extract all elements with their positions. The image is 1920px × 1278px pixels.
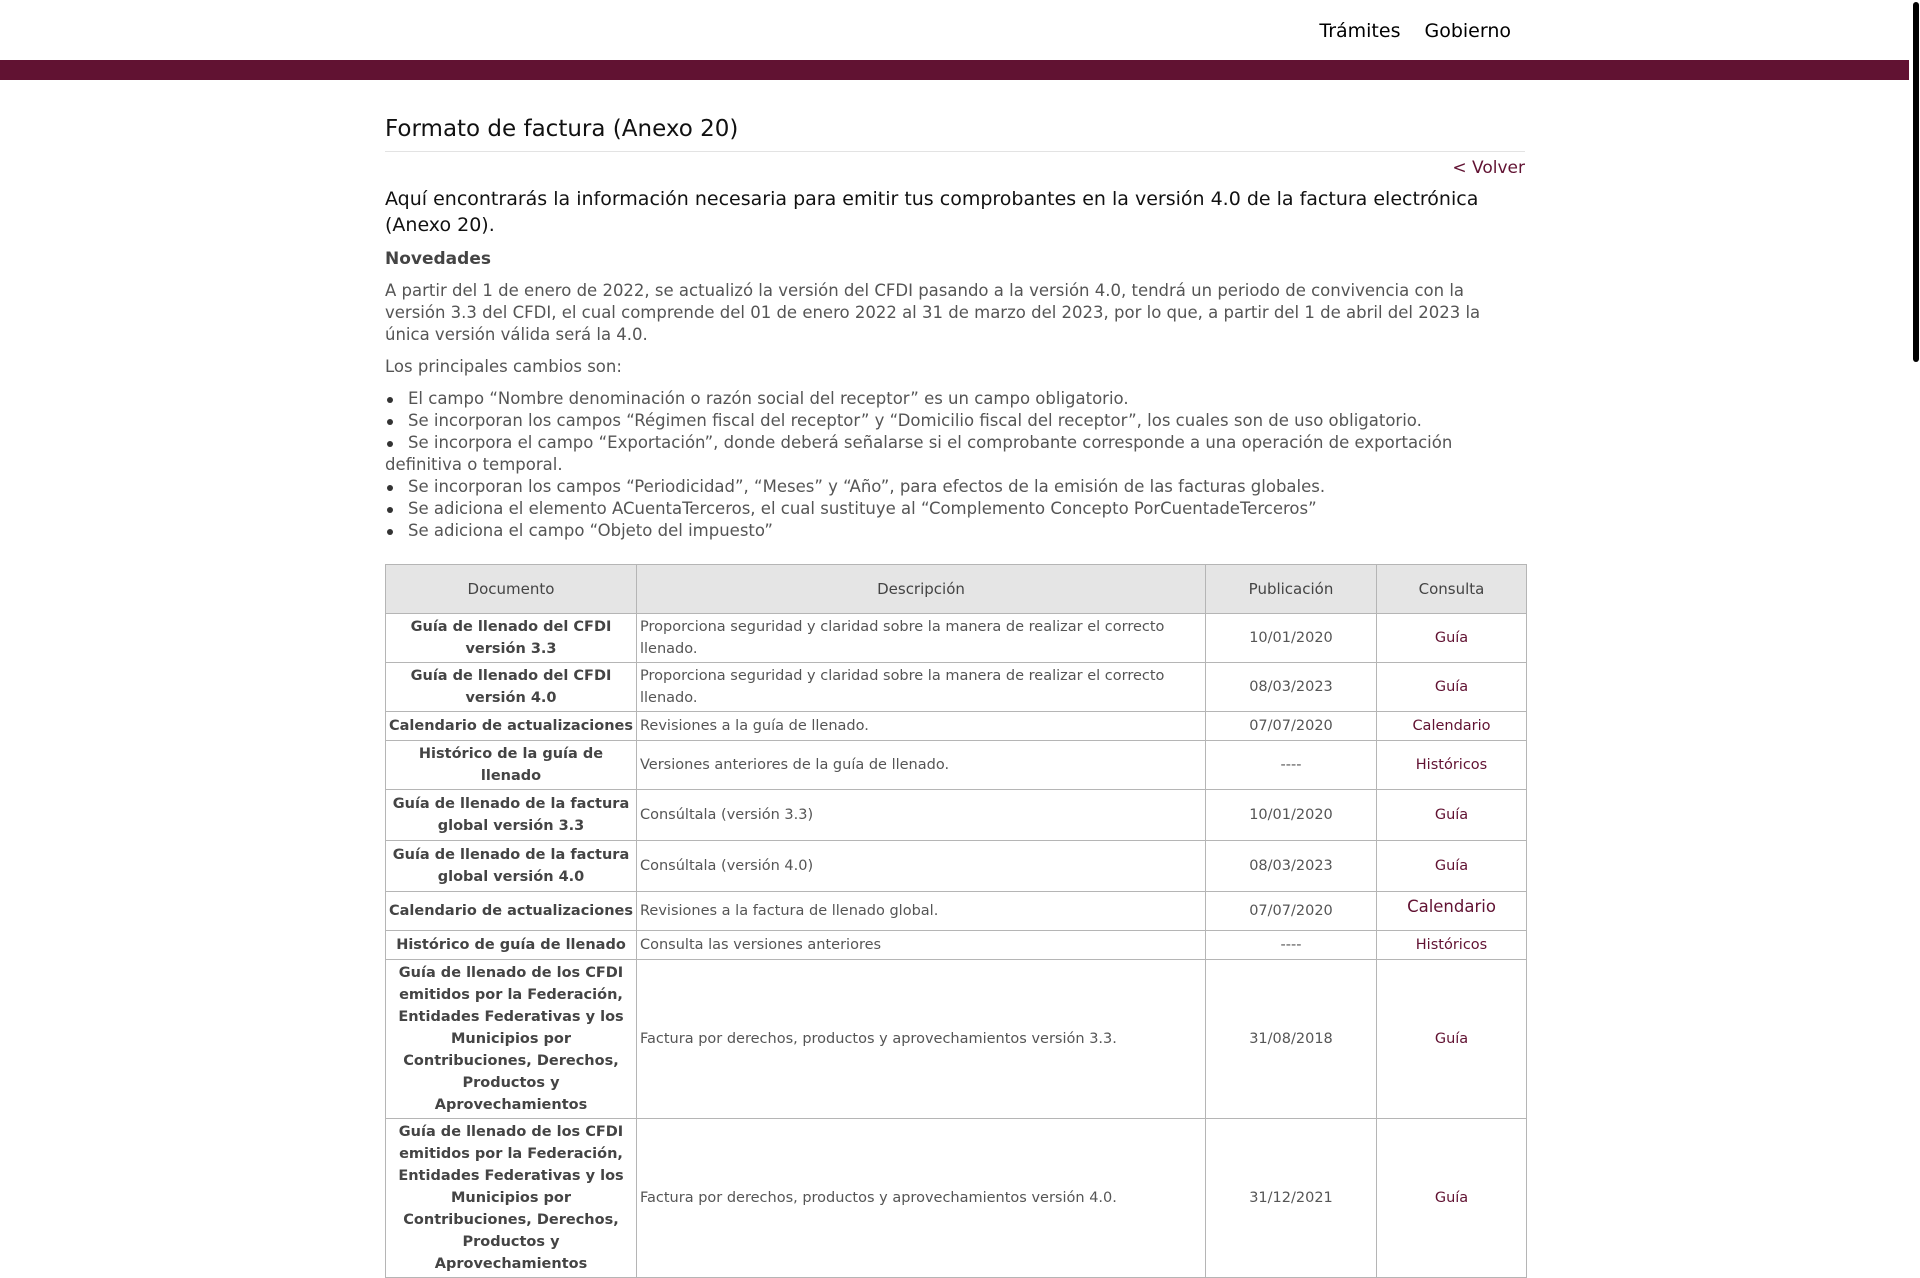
- nav-link-tramites[interactable]: Trámites: [1319, 20, 1401, 42]
- cell-consult: [1377, 841, 1527, 892]
- bullet-icon: [387, 397, 393, 403]
- list-item-text: El campo “Nombre denominación o razón social del receptor” es un campo obligatorio.: [408, 389, 1129, 408]
- cell-consult: [1377, 960, 1527, 1119]
- list-item: [385, 410, 1525, 432]
- column-header-document: Documento: [386, 565, 637, 614]
- cell-consult: [1377, 931, 1527, 960]
- cell-consult: [1377, 1119, 1527, 1278]
- scrollbar[interactable]: [1909, 0, 1920, 1080]
- column-header-consult: Consulta: [1377, 565, 1527, 614]
- cell-document: Guía de llenado del CFDI versión 4.0: [386, 663, 637, 712]
- cell-document: Guía de llenado de la factura global versión 3.3: [386, 790, 637, 841]
- consult-link[interactable]: Guía: [1434, 1190, 1469, 1206]
- back-link[interactable]: < Volver: [1452, 158, 1525, 178]
- cell-publication: 07/07/2020: [1206, 892, 1377, 931]
- table-row: [386, 790, 1527, 841]
- cell-publication: 31/12/2021: [1206, 1119, 1377, 1278]
- cell-description: Consulta las versiones anteriores: [637, 931, 1206, 960]
- cell-publication: 07/07/2020: [1206, 712, 1377, 741]
- list-item-text: Se incorpora el campo “Exportación”, donde deberá señalarse si el comprobante corresponde a una operación de exportación definitiva o temporal.: [385, 433, 1453, 474]
- list-item: [385, 432, 1525, 476]
- table-row: [386, 1119, 1527, 1278]
- list-item-text: Se adiciona el elemento ACuentaTerceros, el cual sustituye al “Complemento Concepto PorCuentadeTerceros”: [408, 499, 1317, 518]
- cell-consult: [1377, 741, 1527, 790]
- consult-link[interactable]: Guía: [1434, 630, 1469, 646]
- intro-text: Aquí encontrarás la información necesaria para emitir tus comprobantes en la versión 4.0 de la factura electrónica (Anexo 20).: [385, 188, 1479, 236]
- changes-intro: Los principales cambios son:: [385, 357, 622, 376]
- consult-link[interactable]: Calendario: [1407, 896, 1496, 916]
- cell-publication: 31/08/2018: [1206, 960, 1377, 1119]
- cell-description: Consúltala (versión 3.3): [637, 790, 1206, 841]
- consult-link[interactable]: Guía: [1434, 679, 1469, 695]
- cell-publication: ----: [1206, 931, 1377, 960]
- cell-description: Versiones anteriores de la guía de llenado.: [637, 741, 1206, 790]
- cell-publication: 10/01/2020: [1206, 614, 1377, 663]
- table-row: [386, 892, 1527, 931]
- consult-link[interactable]: Guía: [1434, 858, 1469, 874]
- column-header-publication: Publicación: [1206, 565, 1377, 614]
- nav-link-gobierno[interactable]: Gobierno: [1424, 20, 1511, 42]
- cell-description: Factura por derechos, productos y aprovechamientos versión 4.0.: [637, 1119, 1206, 1278]
- consult-link[interactable]: Históricos: [1415, 937, 1488, 953]
- cell-document: Guía de llenado de los CFDI emitidos por la Federación, Entidades Federativas y los Municipios por Contribuciones, Derechos, Productos y Aprovechamientos: [386, 1119, 637, 1278]
- cell-document: Guía de llenado de la factura global versión 4.0: [386, 841, 637, 892]
- top-nav-links: [1319, 20, 1511, 42]
- cell-publication: 10/01/2020: [1206, 790, 1377, 841]
- bullet-icon: [387, 529, 393, 535]
- list-item: [385, 498, 1525, 520]
- consult-link[interactable]: Guía: [1434, 1031, 1469, 1047]
- cell-document: Guía de llenado de los CFDI emitidos por la Federación, Entidades Federativas y los Municipios por Contribuciones, Derechos, Productos y Aprovechamientos: [386, 960, 637, 1119]
- cell-publication: ----: [1206, 741, 1377, 790]
- documents-table: [385, 564, 1527, 1278]
- table-row: [386, 614, 1527, 663]
- cell-consult: [1377, 712, 1527, 741]
- cell-publication: 08/03/2023: [1206, 663, 1377, 712]
- back-row: [385, 158, 1525, 180]
- table-header-row: [386, 565, 1527, 614]
- cell-description: Revisiones a la guía de llenado.: [637, 712, 1206, 741]
- cell-description: Revisiones a la factura de llenado global.: [637, 892, 1206, 931]
- cell-description: Proporciona seguridad y claridad sobre la manera de realizar el correcto llenado.: [637, 614, 1206, 663]
- cell-consult: [1377, 614, 1527, 663]
- cell-document: Calendario de actualizaciones: [386, 892, 637, 931]
- list-item-text: Se incorporan los campos “Régimen fiscal del receptor” y “Domicilio fiscal del receptor”, los cuales son de uso obligatorio.: [408, 411, 1422, 430]
- cell-publication: 08/03/2023: [1206, 841, 1377, 892]
- cell-consult: [1377, 790, 1527, 841]
- cell-document: Histórico de la guía de llenado: [386, 741, 637, 790]
- cell-description: Factura por derechos, productos y aprovechamientos versión 3.3.: [637, 960, 1206, 1119]
- table-row: [386, 712, 1527, 741]
- table-row: [386, 663, 1527, 712]
- bullet-icon: [387, 419, 393, 425]
- list-item: [385, 476, 1525, 498]
- cell-description: Proporciona seguridad y claridad sobre la manera de realizar el correcto llenado.: [637, 663, 1206, 712]
- scrollbar-thumb[interactable]: [1913, 2, 1919, 362]
- changes-list: [385, 388, 1525, 542]
- list-item: [385, 520, 1525, 542]
- main-content: [385, 100, 1525, 1278]
- list-item-text: Se adiciona el campo “Objeto del impuesto”: [408, 521, 773, 540]
- table-row: [386, 960, 1527, 1119]
- top-navigation: [0, 0, 1909, 60]
- page-title: Formato de factura (Anexo 20): [385, 115, 1525, 152]
- column-header-description: Descripción: [637, 565, 1206, 614]
- cell-document: Histórico de guía de llenado: [386, 931, 637, 960]
- brand-bar: [0, 60, 1909, 80]
- consult-link[interactable]: Guía: [1434, 807, 1469, 823]
- table-row: [386, 931, 1527, 960]
- cell-document: Guía de llenado del CFDI versión 3.3: [386, 614, 637, 663]
- list-item: [385, 388, 1525, 410]
- consult-link[interactable]: Históricos: [1415, 757, 1488, 773]
- bullet-icon: [387, 485, 393, 491]
- section-heading: Novedades: [385, 249, 491, 269]
- table-row: [386, 741, 1527, 790]
- bullet-icon: [387, 441, 393, 447]
- news-paragraph: A partir del 1 de enero de 2022, se actualizó la versión del CFDI pasando a la versión 4.0, tendrá un periodo de convivencia con la versión 3.3 del CFDI, el cual comprende del 01 de enero 2022 al 31 de marzo del 2023, por lo que, a partir del 1 de abril del 2023 la única versión válida será la 4.0.: [385, 281, 1481, 344]
- cell-consult: [1377, 663, 1527, 712]
- cell-description: Consúltala (versión 4.0): [637, 841, 1206, 892]
- cell-consult: [1377, 892, 1527, 931]
- consult-link[interactable]: Calendario: [1412, 718, 1491, 734]
- table-row: [386, 841, 1527, 892]
- list-item-text: Se incorporan los campos “Periodicidad”, “Meses” y “Año”, para efectos de la emisión de las facturas globales.: [408, 477, 1326, 496]
- cell-document: Calendario de actualizaciones: [386, 712, 637, 741]
- bullet-icon: [387, 507, 393, 513]
